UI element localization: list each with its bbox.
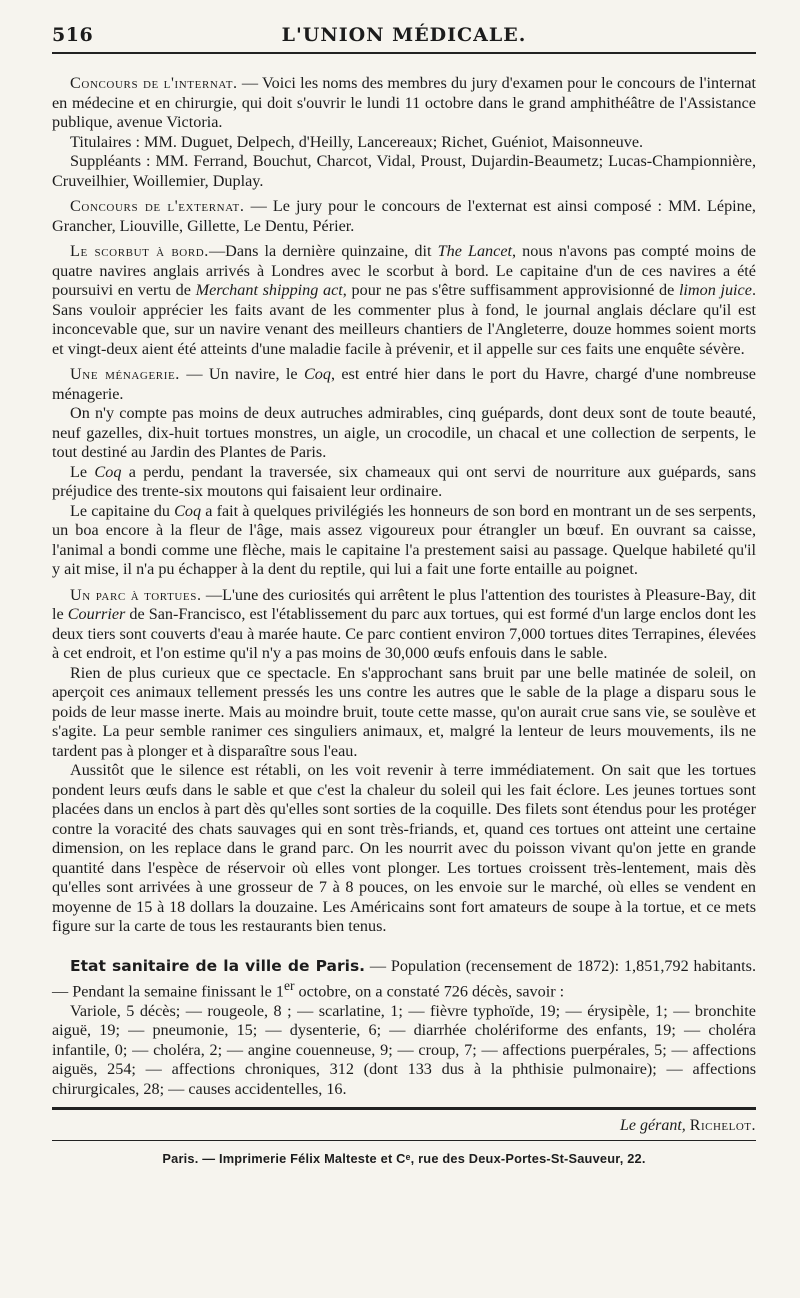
coq-name-3: Coq xyxy=(174,501,202,520)
gerant-label: Le gérant, xyxy=(620,1117,686,1135)
menagerie-boa-2: a fait à quelques privilégiés les honneurs de son bord en montrant un de ses serpents, un boa encore à la fleur de l'âge, mais assez vigoureux pour étrangler un bœuf. En ouvrant sa caisse, l'animal a bondi comme une flèche, mais le capitaine l'a prestement saisi au passage. Quelque habileté qu'il y ait mise, il n'a pu échapper à la dent du reptile, qui lui a fait une forte entaille au poignet. xyxy=(52,501,756,578)
page-number: 516 xyxy=(52,24,94,46)
scorbut-kicker: Le scorbut à bord. xyxy=(70,242,209,260)
internat-kicker: Concours de l'internat. xyxy=(70,74,238,92)
etat-text-1: — Population (recensement de 1872): 1,851,792 habitants. — Pendant la semaine finissant le 1 xyxy=(52,956,756,1001)
tortues-elevage: Aussitôt que le silence est rétabli, on les voit revenir à terre immédiatement. On sait que les tortues pondent leurs œufs dans le sable et que c'est la chaleur du soleil qui les fait éclore. Les jeunes tortues sont placées dans un enclos à part dès qu'elles sont sorties de la coquille. Des filets sont étendus pour les protéger contre la voracité des chats sauvages qui en sont très-friands, et, quand ces tortues ont atteint une certaine dimension, on les replace dans le grand parc. On les nourrit avec du poisson vivant qu'on jette en grande quantité dans l'espèce de réservoir où elles vont plonger. Les tortues croissent très-lentement, mais dès qu'elles sont arrivées à une grosseur de 7 à 8 pouces, on les envoie sur le marché, où elles se vendent en moyenne de 15 à 18 dollars la douzaine. Les Américains sont fort amateurs de soupe à la tortue, et ce mets figure sur la carte de tous les restaurants bien tenus. xyxy=(52,761,756,935)
tortues-paragraph xyxy=(52,586,756,664)
etat-deces-list: Variole, 5 décès; — rougeole, 8 ; — scarlatine, 1; — fièvre typhoïde, 19; — érysipèle, 1; — bronchite aiguë, 19; — pneumonie, 15; — dysenterie, 6; — diarrhée cholériforme des enfants, 19; — choléra infantile, 0; — choléra, 2; — angine couenneuse, 9; — croup, 7; — affections puerpérales, 5; — affections aiguës, 254; — affections chroniques, 312 (dont 133 dus à la phthisie pulmonaire); — affections chirurgicales, 28; — causes accidentelles, 16. xyxy=(52,1001,756,1098)
article-body xyxy=(52,74,756,1168)
scorbut-paragraph xyxy=(52,242,756,359)
externat-text: — Le jury pour le concours de l'externat est ainsi composé : MM. Lépine, Grancher, Liouville, Gillette, Le Dentu, Périer. xyxy=(52,197,756,235)
menagerie-text-2: , est entré hier dans le port du Havre, chargé d'une nombreuse ménagerie. xyxy=(52,365,756,403)
scorbut-text-2: , nous n'avons pas compté moins de quatre navires anglais arrivés à Londres avec le scorbut à bord. Le capitaine d'un de ces navires a été poursuivi en vertu de xyxy=(52,242,756,299)
menagerie-boa xyxy=(52,502,756,580)
etat-superscript: er xyxy=(283,978,295,993)
externat-paragraph xyxy=(52,197,756,236)
menagerie-kicker: Une ménagerie. xyxy=(70,365,180,383)
etat-sanitaire-paragraph xyxy=(52,957,756,1002)
internat-text: — Voici les noms des membres du jury d'examen pour le concours de l'internat en médecine et en chirurgie, qui doit s'ouvrir le lundi 11 octobre dans le grand amphithéâtre de l'Assistance publique, avenue Victoria. xyxy=(52,74,756,131)
scorbut-text-4: . Sans vouloir apprécier les faits avant de les commenter plus à fond, le journal anglais déclare qu'il est inconcevable que, sur un navire venant des meilleurs chantiers de l'Angleterre, douze hommes soient morts et vingt-deux aient été atteints d'une maladie facile à prévenir, et il appelle sur ces faits une enquête sévère. xyxy=(52,281,756,358)
running-head xyxy=(52,0,756,56)
journal-title: L'UNION MÉDICALE. xyxy=(281,24,527,46)
suppleants-line: Suppléants : MM. Ferrand, Bouchut, Charcot, Vidal, Proust, Dujardin-Beaumetz; Lucas-Championnière, Cruveilhier, Woillemier, Duplay. xyxy=(52,152,756,190)
menagerie-voyage-2: a perdu, pendant la traversée, six chameaux qui ont servi de nourriture aux guépards, sans préjudice des trente-six moutons qui faisaient leur ordinaire. xyxy=(52,462,757,500)
coq-name-2: Coq xyxy=(94,462,122,481)
coq-name: Coq xyxy=(303,365,331,383)
tortues-text-2: de San-Francisco, est l'établissement du parc aux tortues, qui est formé d'un large enclos dont les deux tiers sont couverts d'eau à marée haute. Ce parc contient environ 7,000 tortues dites Terrapines, élevées à cet endroit, et l'on estime qu'il n'y a pas moins de 30,000 œufs enfouis dans le sable. xyxy=(52,605,756,662)
gerant-name: Richelot. xyxy=(689,1117,756,1135)
limon-juice: limon juice xyxy=(678,281,752,299)
menagerie-boa-1: Le capitaine du xyxy=(70,501,175,520)
merchant-act: Merchant shipping act xyxy=(195,281,343,299)
lancet-title: The Lancet xyxy=(437,242,513,260)
etat-sanitaire-title: Etat sanitaire de la ville de Paris. xyxy=(70,956,366,975)
menagerie-voyage-1: Le xyxy=(70,462,95,481)
header-rule xyxy=(52,52,756,54)
menagerie-voyage xyxy=(52,463,756,502)
imprint-line: Paris. — Imprimerie Félix Malteste et Cᵉ, rue des Deux-Portes-St-Sauveur, 22. xyxy=(162,1150,646,1166)
gerant-signature xyxy=(52,1116,756,1136)
externat-kicker: Concours de l'externat. xyxy=(70,197,245,215)
titulaires-line: Titulaires : MM. Duguet, Delpech, d'Heilly, Lancereaux; Richet, Guéniot, Maisonneuve. xyxy=(70,132,644,151)
menagerie-animals: On n'y compte pas moins de deux autruches admirables, cinq guépards, dont deux sont de toute beauté, neuf gazelles, dix-huit tortues monstres, un aigle, un crocodile, un chacal et une collection de serpents, le tout destiné au Jardin des Plantes de Paris. xyxy=(52,404,756,461)
tortues-text-1: —L'une des curiosités qui arrêtent le plus l'attention des touristes à Pleasure-Bay, dit le xyxy=(52,585,756,623)
imprint-rule xyxy=(52,1140,756,1141)
menagerie-text-1: — Un navire, le xyxy=(179,365,304,383)
internat-paragraph xyxy=(52,74,756,133)
tortues-spectacle: Rien de plus curieux que ce spectacle. En s'approchant sans bruit par une belle matinée de soleil, on aperçoit ces animaux tellement pressés les uns contre les autres que le sable de la plage a disparu sous le poids de leur masse inerte. Mais au moindre bruit, toute cette masse, qu'on aurait crue sans vie, se soulève et s'agite. La peur semble ranimer ces singuliers animaux, et, malgré la lenteur de leurs mouvements, ils ne tardent pas à plonger et à disparaître sous l'eau. xyxy=(52,663,756,760)
tortues-kicker: Un parc à tortues. xyxy=(70,585,202,604)
closing-rule xyxy=(52,1107,756,1110)
scorbut-text-1: —Dans la dernière quinzaine, dit xyxy=(208,242,438,260)
courrier-title: Courrier xyxy=(67,605,126,623)
menagerie-paragraph xyxy=(52,365,756,404)
etat-text-2: octobre, on a constaté 726 décès, savoir : xyxy=(294,982,565,1001)
scorbut-text-3: , pour ne pas s'être suffisamment approvisionné de xyxy=(342,281,679,299)
